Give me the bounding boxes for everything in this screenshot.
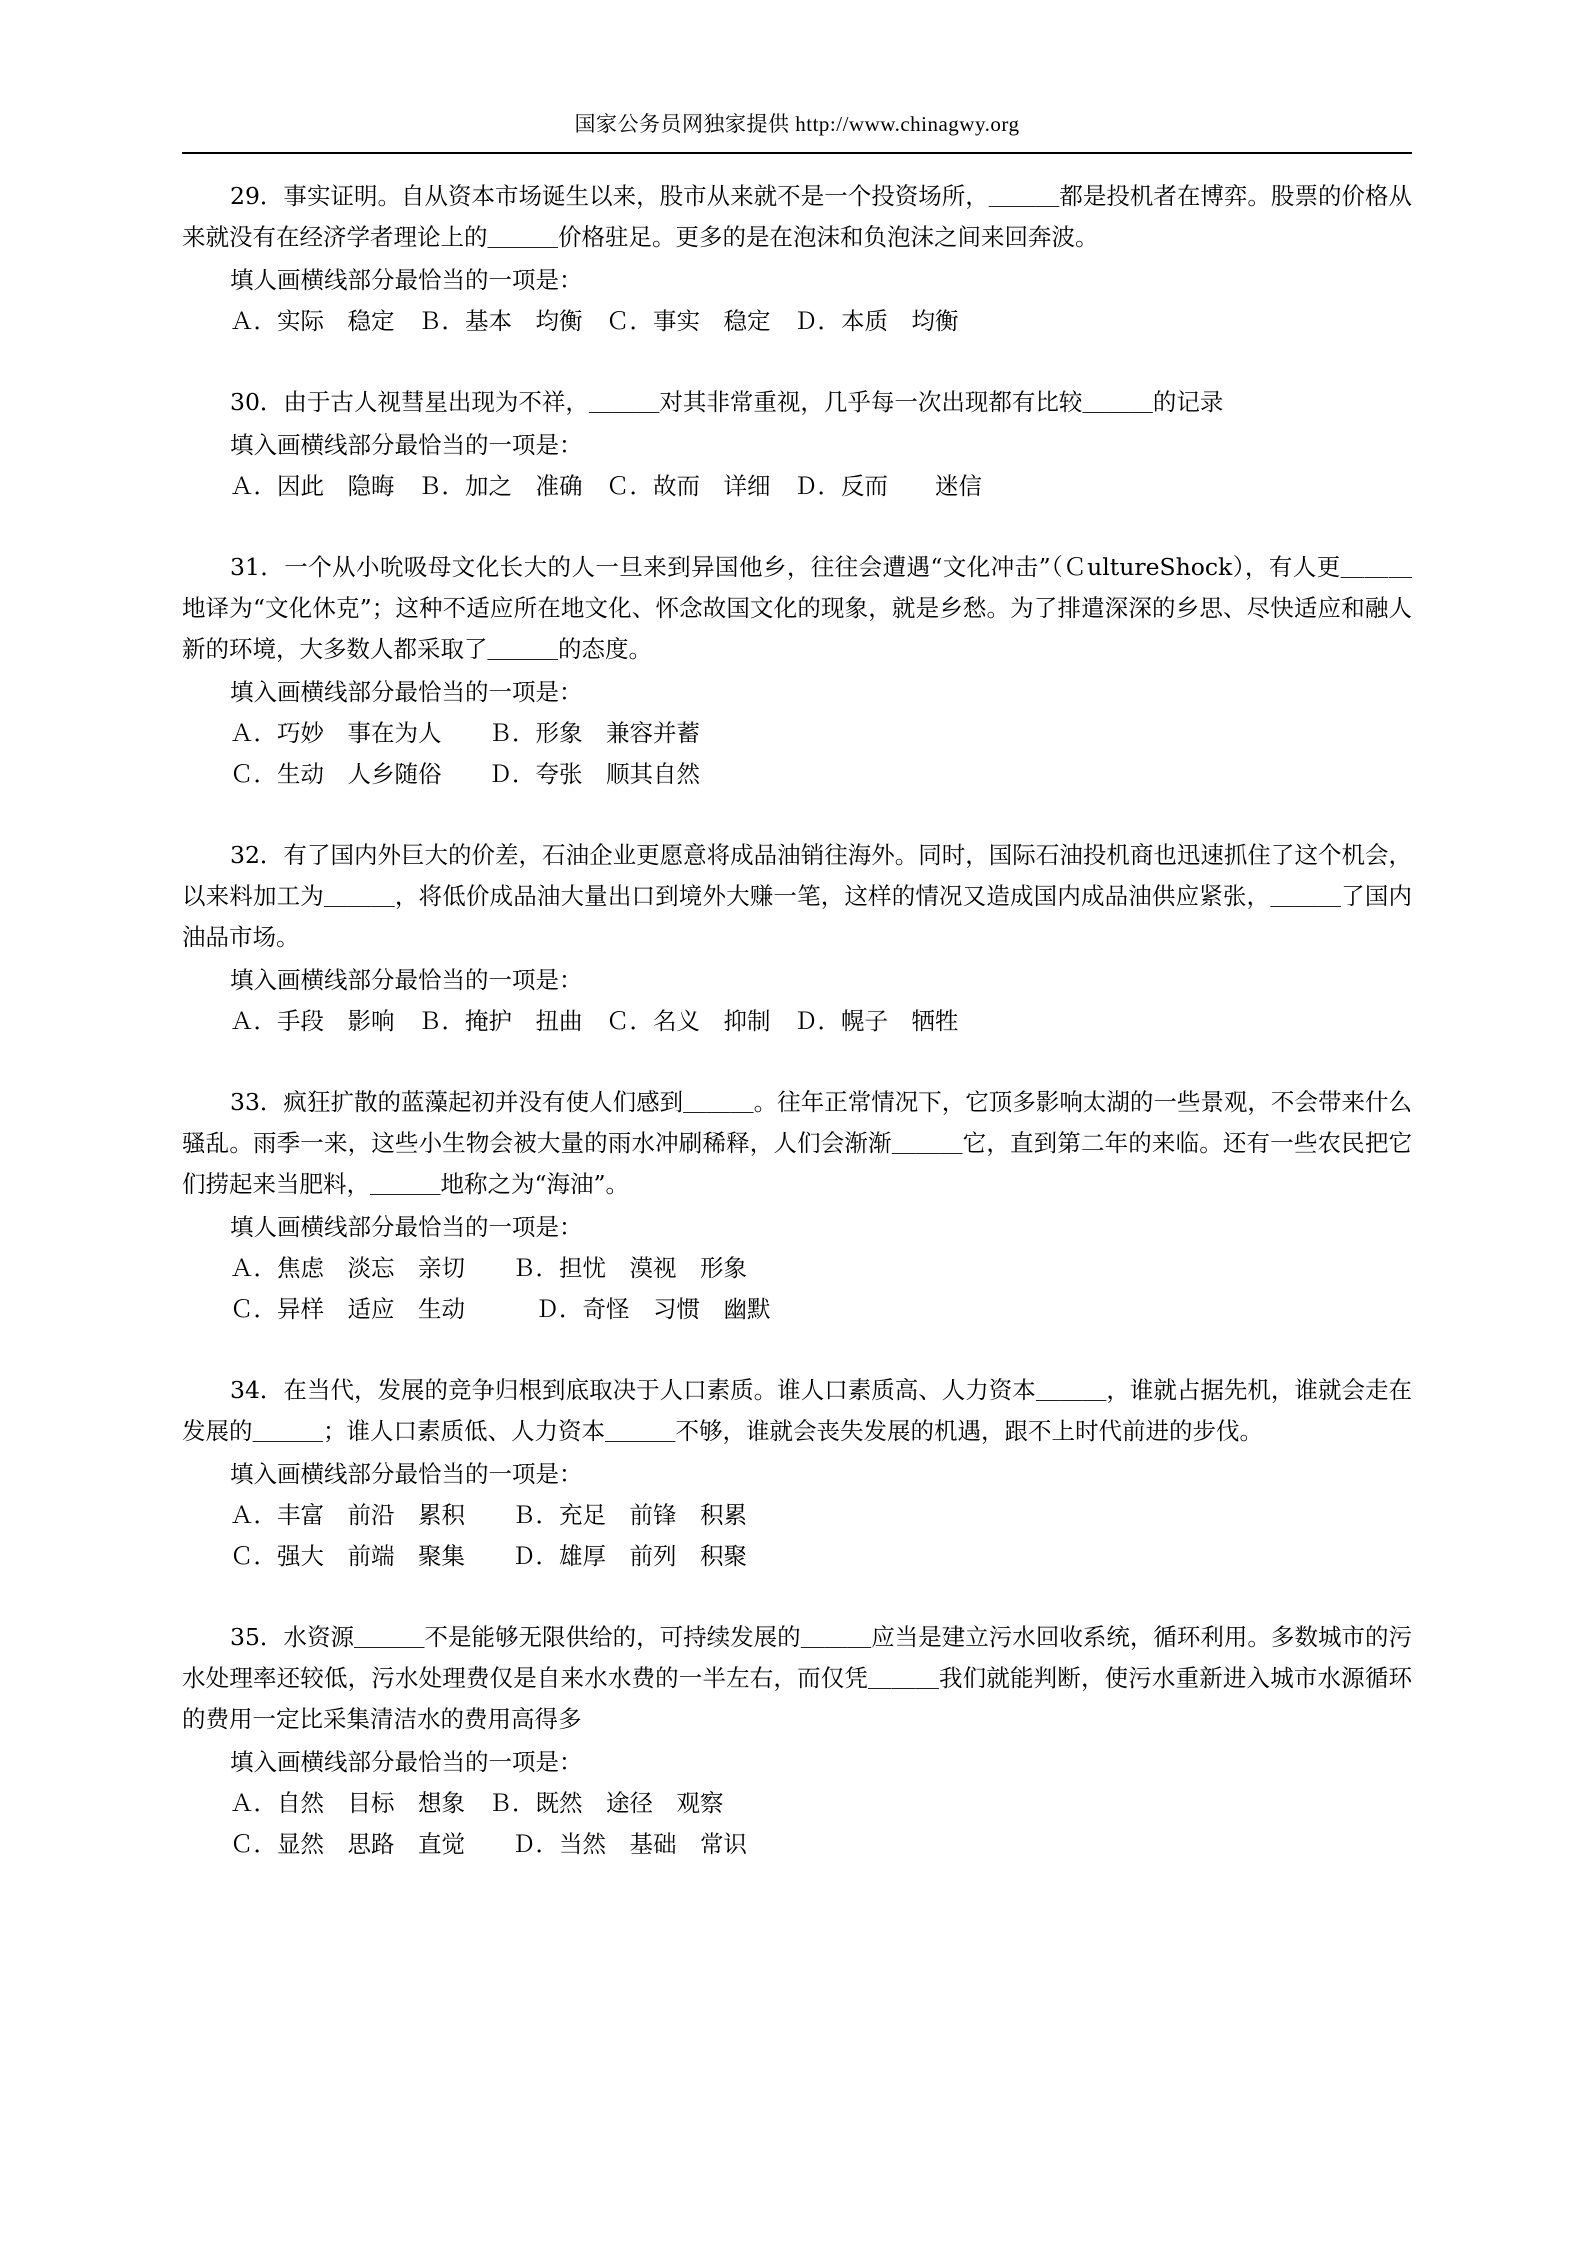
option-line[interactable]: Ａ．丰富 前沿 累积 Ｂ．充足 前锋 积累 bbox=[230, 1501, 747, 1529]
question-text: 34．在当代，发展的竞争归根到底取决于人口素质。谁人口素质高、人力资本＿＿＿，谁就占据先机，谁就会走在发展的＿＿＿；谁人口素质低、人力资本＿＿＿不够，谁就会丧失发展的机遇，跟不上时代前进的步伐。 bbox=[182, 1376, 1412, 1445]
question-item bbox=[182, 176, 1412, 342]
option-line[interactable]: Ａ．手段 影响 Ｂ．掩护 扭曲 Ｃ．名义 抑制 Ｄ．幌子 牺牲 bbox=[230, 1007, 959, 1035]
option-line[interactable]: Ａ．巧妙 事在为人 Ｂ．形象 兼容并蓄 bbox=[230, 719, 700, 747]
option-line[interactable]: Ａ．因此 隐晦 Ｂ．加之 准确 Ｃ．故而 详细 Ｄ．反而 迷信 bbox=[230, 472, 982, 500]
option-line[interactable]: Ａ．实际 稳定 Ｂ．基本 均衡 Ｃ．事实 稳定 Ｄ．本质 均衡 bbox=[230, 307, 959, 335]
question-prompt: 填入画横线部分最恰当的一项是： bbox=[230, 431, 583, 459]
option-line[interactable]: Ａ．焦虑 淡忘 亲切 Ｂ．担忧 漠视 形象 bbox=[230, 1254, 747, 1282]
question-item bbox=[182, 382, 1412, 507]
option-line[interactable]: Ｃ．生动 人乡随俗 Ｄ．夸张 顺其自然 bbox=[230, 760, 700, 788]
question-text: 30．由于古人视彗星出现为不祥，＿＿＿对其非常重视，几乎每一次出现都有比较＿＿＿的记录 bbox=[230, 388, 1224, 416]
page-header: 国家公务员网独家提供 http://www.chinagwy.org bbox=[574, 112, 1020, 136]
question-text: 33．疯狂扩散的蓝藻起初并没有使人们感到＿＿＿。往年正常情况下，它顶多影响太湖的一些景观，不会带来什么骚乱。雨季一来，这些小生物会被大量的雨水冲刷稀释，人们会渐渐＿＿＿它，直到第二年的来临。还有一些农民把它们捞起来当肥料，＿＿＿地称之为“海油”。 bbox=[182, 1088, 1412, 1198]
option-line[interactable]: Ｃ．异样 适应 生动 Ｄ．奇怪 习惯 幽默 bbox=[230, 1295, 771, 1323]
question-prompt: 填人画横线部分最恰当的一项是： bbox=[230, 266, 583, 294]
question-item bbox=[182, 1082, 1412, 1330]
question-text: 29．事实证明。自从资本市场诞生以来，股市从来就不是一个投资场所，＿＿＿都是投机者在博弈。股票的价格从来就没有在经济学者理论上的＿＿＿价格驻足。更多的是在泡沫和负泡沫之间来回奔波。 bbox=[182, 182, 1412, 251]
question-item bbox=[182, 1370, 1412, 1577]
question-text: 32．有了国内外巨大的价差，石油企业更愿意将成品油销往海外。同时，国际石油投机商也迅速抓住了这个机会，以来料加工为＿＿＿，将低价成品油大量出口到境外大赚一笔，这样的情况又造成国内成品油供应紧张，＿＿＿了国内油品市场。 bbox=[182, 841, 1412, 951]
question-prompt: 填入画横线部分最恰当的一项是： bbox=[230, 1748, 583, 1776]
question-prompt: 填入画横线部分最恰当的一项是： bbox=[230, 1460, 583, 1488]
question-text: 31．一个从小吮吸母文化长大的人一旦来到异国他乡，往往会遭遇“文化冲击”（ＣultureShock），有人更＿＿＿地译为“文化休克”；这种不适应所在地文化、怀念故国文化的现象，就是乡愁。为了排遣深深的乡思、尽快适应和融人新的环境，大多数人都采取了＿＿＿的态度。 bbox=[182, 553, 1412, 663]
question-text: 35．水资源＿＿＿不是能够无限供给的，可持续发展的＿＿＿应当是建立污水回收系统，循环利用。多数城市的污水处理率还较低，污水处理费仅是自来水水费的一半左右，而仅凭＿＿＿我们就能判断，使污水重新进入城市水源循环的费用一定比采集清洁水的费用高得多 bbox=[182, 1623, 1412, 1733]
question-prompt: 填人画横线部分最恰当的一项是： bbox=[230, 1213, 583, 1241]
question-prompt: 填入画横线部分最恰当的一项是： bbox=[230, 678, 583, 706]
question-prompt: 填入画横线部分最恰当的一项是： bbox=[230, 966, 583, 994]
option-line[interactable]: Ａ．自然 目标 想象 Ｂ．既然 途径 观察 bbox=[230, 1789, 724, 1817]
question-item bbox=[182, 1617, 1412, 1865]
question-list bbox=[182, 154, 1412, 1865]
option-line[interactable]: Ｃ．显然 思路 直觉 Ｄ．当然 基础 常识 bbox=[230, 1830, 747, 1858]
question-item bbox=[182, 547, 1412, 795]
question-item bbox=[182, 835, 1412, 1042]
option-line[interactable]: Ｃ．强大 前端 聚集 Ｄ．雄厚 前列 积聚 bbox=[230, 1542, 747, 1570]
